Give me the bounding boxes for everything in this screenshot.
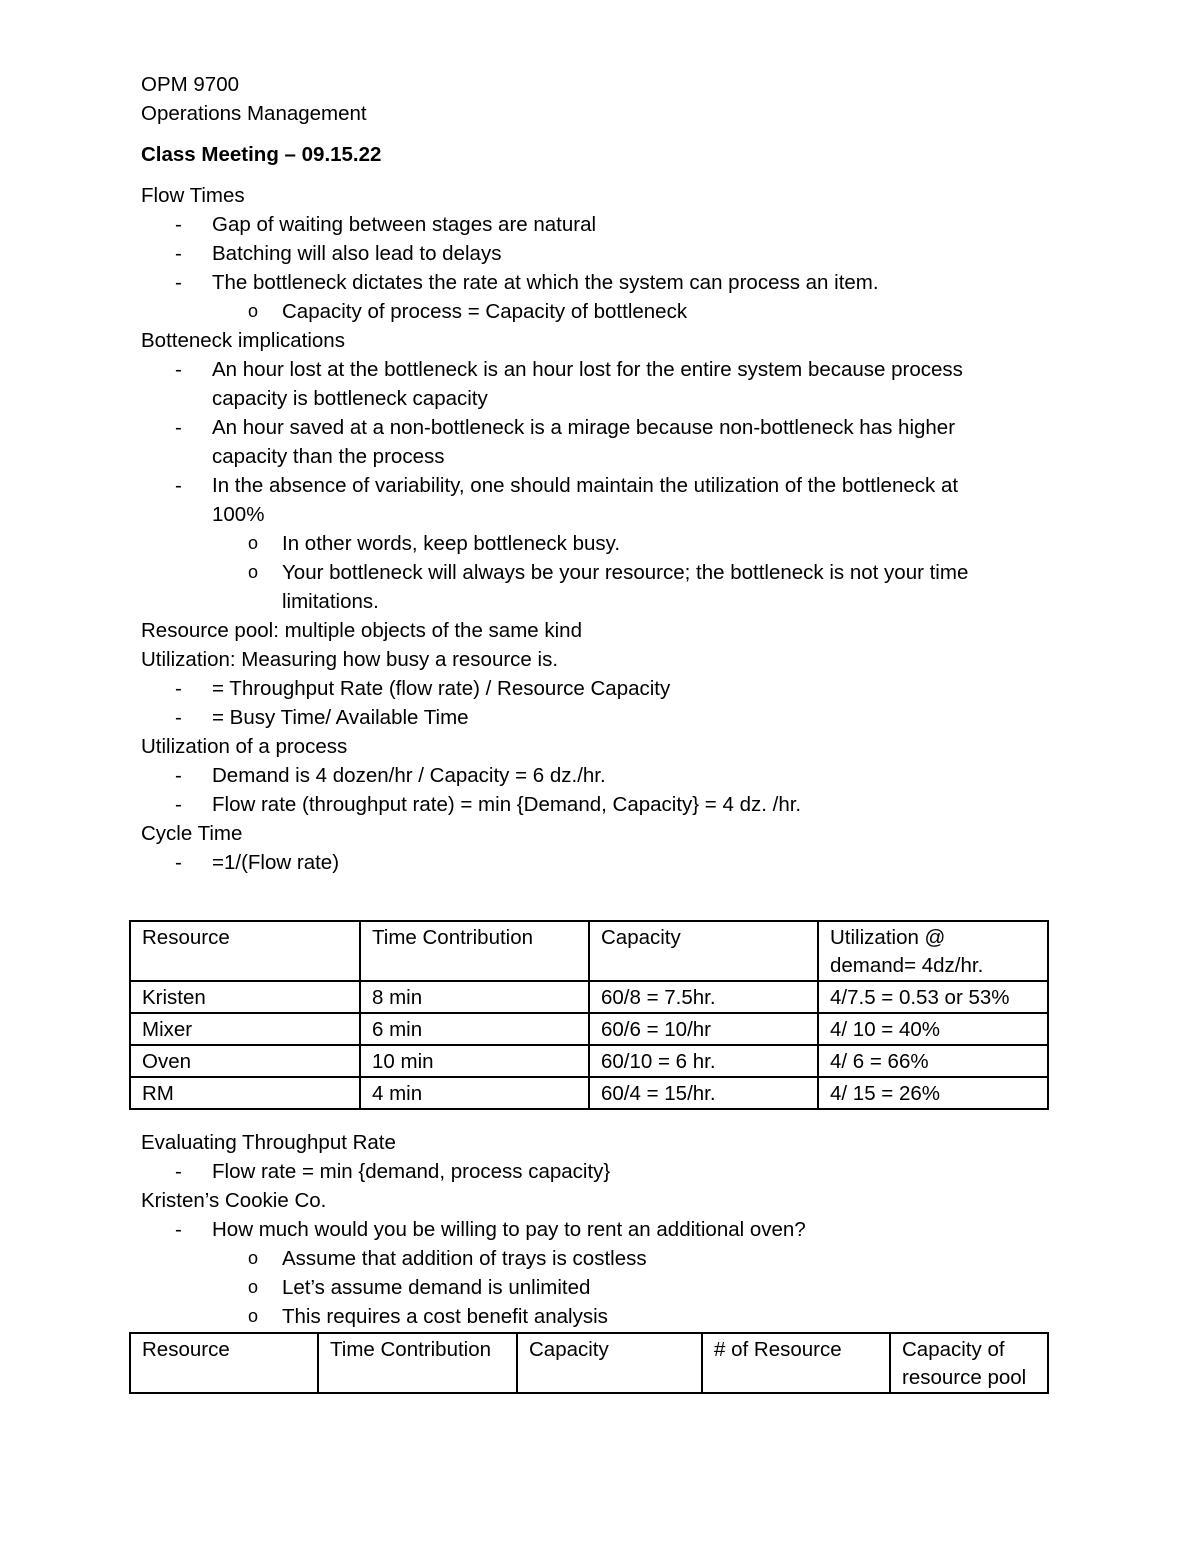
table-cell: 60/10 = 6 hr. [589,1045,818,1077]
list-item: - An hour saved at a non-bottleneck is a mirage because non-bottleneck has higher capacity than the process [175,416,956,468]
list-item: - Demand is 4 dozen/hr / Capacity = 6 dz./hr. [175,764,606,787]
sub-list-item: o Assume that addition of trays is costless [248,1247,647,1270]
table-header-cell: Resource [130,1333,318,1393]
sub-list-item: o Your bottleneck will always be your resource; the bottleneck is not your time limitations. [248,561,969,613]
list-item: - The bottleneck dictates the rate at which the system can process an item. [175,271,879,294]
heading-flow-times: Flow Times [141,184,245,207]
table-cell: 4/7.5 = 0.53 or 53% [818,981,1048,1013]
table-cell: 60/8 = 7.5hr. [589,981,818,1013]
heading-utilization-process: Utilization of a process [141,735,348,758]
table-header-row [130,1333,1048,1393]
list-item: - =1/(Flow rate) [175,851,340,874]
table-header-row [130,921,1048,981]
heading-bottleneck-implications: Botteneck implications [141,329,345,352]
table-cell: 6 min [360,1013,589,1045]
table-cell: 4/ 6 = 66% [818,1045,1048,1077]
table-cell: Mixer [130,1013,360,1045]
list-item: - An hour lost at the bottleneck is an hour lost for the entire system because process capacity is bottleneck capacity [175,358,963,410]
table-cell: 10 min [360,1045,589,1077]
table-row [130,1013,1048,1045]
list-item: - = Throughput Rate (flow rate) / Resource Capacity [175,677,671,700]
table-header-cell: Capacity [589,921,818,981]
sub-list-item: o This requires a cost benefit analysis [248,1305,608,1328]
sub-list-item: o Let’s assume demand is unlimited [248,1276,591,1299]
heading-evaluating-throughput: Evaluating Throughput Rate [141,1131,396,1154]
table-cell: 60/6 = 10/hr [589,1013,818,1045]
table-cell: 60/4 = 15/hr. [589,1077,818,1109]
table-header-cell: Capacity of resource pool [890,1333,1048,1393]
document-page [141,70,1061,877]
list-item: - In the absence of variability, one should maintain the utilization of the bottleneck at 100% [175,474,959,526]
table-header-cell: Time Contribution [318,1333,517,1393]
table-cell: 4 min [360,1077,589,1109]
table-row [130,981,1048,1013]
course-code: OPM 9700 [141,73,239,96]
resource-pool-table [129,1332,1049,1394]
table-cell: RM [130,1077,360,1109]
list-item: - Gap of waiting between stages are natural [175,213,597,236]
table-header-cell: Utilization @ demand= 4dz/hr. [818,921,1048,981]
table-header-cell: Capacity [517,1333,702,1393]
sub-list-item: o Capacity of process = Capacity of bottleneck [248,300,688,323]
resource-pool-text: Resource pool: multiple objects of the same kind [141,619,582,642]
table-cell: 4/ 15 = 26% [818,1077,1048,1109]
table-row [130,1045,1048,1077]
list-item: - How much would you be willing to pay to rent an additional oven? [175,1218,806,1241]
utilization-table [129,920,1049,1110]
table-cell: 4/ 10 = 40% [818,1013,1048,1045]
heading-cycle-time: Cycle Time [141,822,243,845]
table-header-cell: Time Contribution [360,921,589,981]
list-item: - Flow rate (throughput rate) = min {Demand, Capacity} = 4 dz. /hr. [175,793,802,816]
sub-list-item: o In other words, keep bottleneck busy. [248,532,621,555]
table-cell: Kristen [130,981,360,1013]
course-name: Operations Management [141,102,367,125]
list-item: - = Busy Time/ Available Time [175,706,469,729]
table-cell: 8 min [360,981,589,1013]
table-cell: Oven [130,1045,360,1077]
meeting-title: Class Meeting – 09.15.22 [141,143,382,166]
heading-cookie-co: Kristen’s Cookie Co. [141,1189,327,1212]
table-header-cell: # of Resource [702,1333,890,1393]
table-header-cell: Resource [130,921,360,981]
document-page-lower [141,1128,1061,1331]
utilization-text: Utilization: Measuring how busy a resource is. [141,648,559,671]
list-item: - Batching will also lead to delays [175,242,502,265]
list-item: - Flow rate = min {demand, process capacity} [175,1160,611,1183]
table-row [130,1077,1048,1109]
